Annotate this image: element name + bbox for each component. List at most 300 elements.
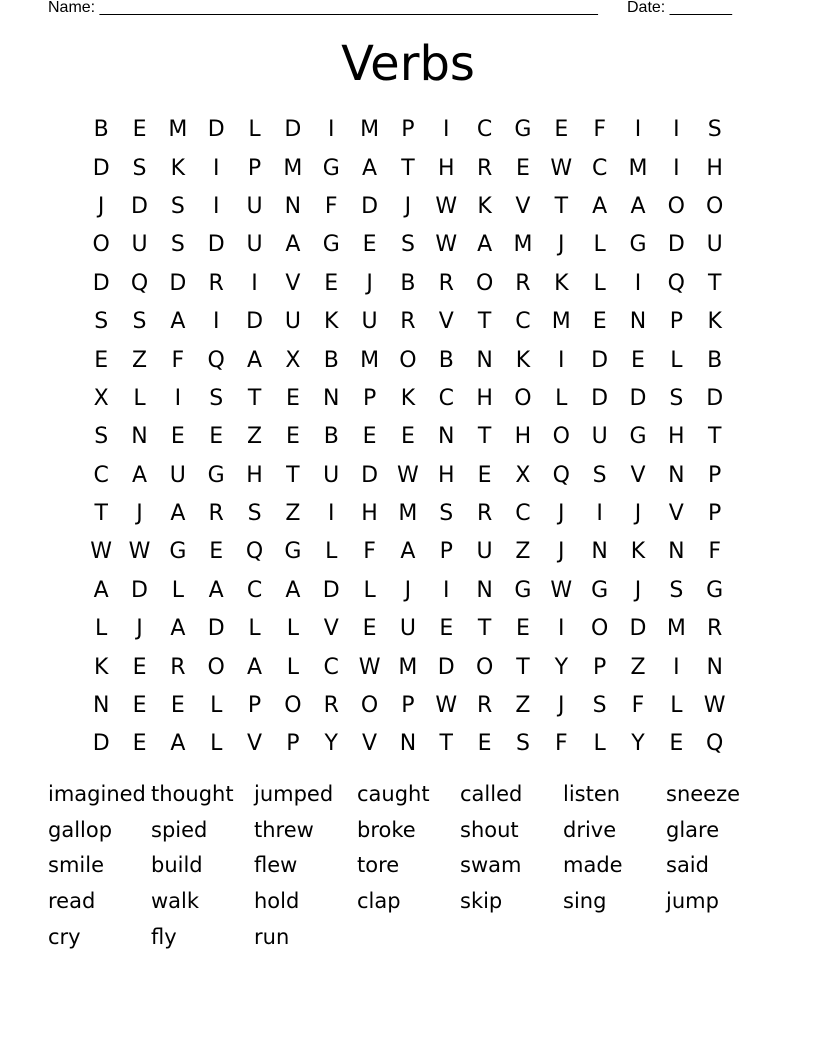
- grid-letter: G: [591, 577, 609, 603]
- grid-letter: V: [668, 501, 684, 527]
- grid-letter: I: [634, 117, 642, 143]
- grid-letter: S: [592, 693, 607, 719]
- grid-letter: E: [209, 424, 224, 450]
- word-bank-item: listen: [563, 782, 621, 806]
- grid-letter: P: [593, 654, 607, 680]
- grid-letter: E: [285, 385, 300, 411]
- grid-letter: J: [97, 193, 105, 219]
- grid-row: [82, 380, 734, 418]
- grid-letter: K: [93, 654, 109, 680]
- grid-letter: C: [515, 309, 531, 335]
- grid-letter: N: [92, 693, 110, 719]
- grid-letter: X: [515, 462, 531, 488]
- grid-letter: A: [630, 193, 646, 219]
- grid-letter: M: [666, 616, 686, 642]
- grid-letter: C: [323, 654, 339, 680]
- grid-letter: F: [708, 539, 721, 565]
- grid-letter: I: [673, 117, 680, 143]
- grid-letter: B: [323, 424, 339, 450]
- grid-letter: C: [93, 462, 109, 488]
- grid-letter: P: [439, 539, 453, 565]
- grid-letter: R: [515, 270, 531, 296]
- grid-letter: D: [92, 270, 110, 296]
- grid-letter: J: [404, 577, 412, 603]
- grid-letter: P: [708, 501, 722, 527]
- grid-letter: G: [706, 577, 724, 603]
- grid-letter: N: [476, 347, 493, 373]
- word-bank-item: tore: [357, 853, 400, 878]
- grid-row: [82, 149, 734, 187]
- word-bank-item: called: [460, 782, 523, 806]
- grid-letter: V: [285, 270, 301, 296]
- grid-letter: H: [437, 462, 455, 488]
- grid-letter: D: [591, 347, 609, 373]
- grid-letter: U: [284, 309, 301, 335]
- grid-letter: I: [212, 155, 220, 181]
- date-field-line: Date: _______: [627, 0, 732, 16]
- grid-letter: W: [358, 654, 381, 680]
- grid-letter: I: [327, 117, 335, 143]
- grid-letter: P: [247, 155, 262, 181]
- word-bank-item: hold: [254, 889, 300, 914]
- word-bank-item: made: [563, 853, 623, 878]
- grid-letter: J: [136, 501, 143, 527]
- grid-letter: K: [324, 309, 339, 335]
- grid-letter: D: [92, 731, 110, 757]
- grid-letter: N: [668, 539, 685, 565]
- grid-letter: P: [286, 731, 300, 757]
- grid-letter: V: [515, 193, 531, 219]
- grid-letter: A: [170, 501, 186, 527]
- grid-letter: L: [286, 654, 300, 680]
- grid-letter: P: [362, 385, 377, 411]
- grid-letter: A: [285, 232, 301, 258]
- grid-letter: M: [398, 654, 418, 680]
- grid-letter: I: [212, 193, 220, 219]
- grid-letter: I: [251, 270, 258, 296]
- word-bank-item: build: [151, 853, 203, 878]
- grid-letter: D: [361, 462, 379, 488]
- grid-letter: N: [399, 731, 417, 757]
- grid-letter: A: [208, 577, 224, 603]
- grid-letter: X: [93, 385, 109, 411]
- grid-letter: E: [132, 731, 147, 757]
- grid-letter: E: [516, 616, 530, 642]
- grid-letter: U: [246, 232, 263, 258]
- grid-letter: D: [207, 232, 225, 258]
- grid-letter: W: [397, 462, 419, 488]
- grid-letter: R: [438, 270, 454, 296]
- grid-letter: Z: [285, 501, 301, 527]
- grid-letter: T: [401, 155, 415, 181]
- grid-letter: K: [170, 155, 186, 181]
- grid-letter: O: [475, 270, 494, 296]
- grid-letter: D: [361, 193, 379, 219]
- grid-letter: H: [246, 462, 263, 488]
- grid-letter: G: [169, 539, 187, 565]
- grid-letter: O: [590, 616, 609, 642]
- grid-letter: D: [706, 385, 724, 411]
- grid-letter: A: [285, 577, 301, 603]
- grid-letter: R: [400, 309, 416, 335]
- grid-letter: G: [514, 117, 532, 143]
- grid-letter: I: [327, 501, 335, 527]
- word-bank-item: smile: [48, 853, 104, 878]
- grid-letter: J: [404, 193, 412, 219]
- grid-letter: D: [284, 117, 302, 143]
- grid-letter: C: [476, 117, 493, 143]
- grid-letter: T: [516, 654, 530, 680]
- grid-letter: T: [477, 424, 492, 450]
- grid-letter: O: [475, 654, 494, 680]
- grid-letter: U: [131, 232, 148, 258]
- grid-letter: E: [477, 731, 492, 757]
- grid-letter: E: [631, 347, 645, 373]
- grid-letter: Q: [130, 270, 149, 296]
- grid-letter: P: [401, 117, 415, 143]
- grid-letter: H: [514, 424, 532, 450]
- word-bank-item: sing: [563, 889, 607, 914]
- grid-letter: K: [554, 270, 569, 296]
- grid-letter: Q: [706, 731, 724, 757]
- grid-letter: E: [439, 616, 454, 642]
- grid-letter: A: [362, 155, 378, 181]
- word-bank-item: imagined: [48, 782, 146, 806]
- grid-row: [82, 265, 734, 303]
- grid-letter: A: [477, 232, 493, 258]
- grid-letter: Q: [207, 347, 225, 373]
- word-bank-item: broke: [357, 817, 416, 842]
- grid-letter: I: [673, 654, 680, 680]
- grid-letter: E: [400, 424, 415, 450]
- grid-letter: E: [516, 155, 530, 181]
- word-bank-item: skip: [460, 889, 503, 914]
- grid-row: [82, 303, 734, 341]
- grid-letter: W: [435, 693, 458, 719]
- grid-letter: C: [246, 577, 263, 603]
- grid-letter: J: [558, 539, 565, 565]
- grid-letter: X: [285, 347, 301, 373]
- grid-letter: J: [634, 501, 642, 527]
- grid-letter: E: [132, 693, 147, 719]
- grid-letter: V: [438, 309, 454, 335]
- grid-letter: L: [171, 577, 184, 603]
- grid-letter: S: [209, 385, 224, 411]
- grid-letter: P: [708, 462, 722, 488]
- word-bank-item: swam: [460, 853, 522, 878]
- grid-letter: E: [592, 309, 607, 335]
- word-bank-item: jump: [666, 889, 719, 914]
- grid-letter: V: [362, 731, 378, 757]
- grid-letter: W: [90, 539, 113, 565]
- grid-letter: U: [591, 424, 608, 450]
- grid-letter: Z: [247, 424, 263, 450]
- grid-letter: R: [476, 693, 493, 719]
- word-bank-item: thought: [151, 782, 234, 806]
- grid-letter: I: [174, 385, 182, 411]
- grid-letter: E: [362, 424, 377, 450]
- grid-letter: B: [707, 347, 723, 373]
- grid-letter: D: [322, 577, 340, 603]
- grid-letter: D: [92, 155, 110, 181]
- grid-letter: T: [286, 462, 300, 488]
- grid-letter: I: [443, 577, 450, 603]
- grid-letter: Z: [515, 693, 531, 719]
- letter-grid: [82, 111, 734, 764]
- grid-letter: P: [247, 693, 262, 719]
- grid-row: [82, 226, 734, 264]
- grid-letter: A: [93, 577, 109, 603]
- grid-letter: A: [170, 616, 186, 642]
- grid-letter: M: [628, 155, 648, 181]
- grid-letter: S: [400, 232, 415, 258]
- grid-letter: E: [170, 424, 185, 450]
- grid-letter: R: [208, 501, 224, 527]
- grid-letter: N: [323, 385, 340, 411]
- grid-row: [82, 457, 734, 495]
- grid-letter: N: [591, 539, 608, 565]
- grid-letter: J: [558, 501, 565, 527]
- grid-letter: H: [361, 501, 378, 527]
- grid-letter: A: [170, 309, 186, 335]
- grid-letter: J: [558, 693, 565, 719]
- grid-letter: D: [131, 193, 148, 219]
- grid-letter: S: [707, 117, 722, 143]
- grid-row: [82, 111, 734, 149]
- grid-letter: J: [634, 577, 642, 603]
- grid-letter: I: [596, 501, 603, 527]
- word-bank-item: spied: [151, 817, 208, 842]
- grid-letter: M: [551, 309, 571, 335]
- word-bank-item: clap: [357, 889, 401, 914]
- grid-letter: S: [94, 424, 109, 450]
- grid-row: [82, 533, 734, 571]
- grid-letter: B: [400, 270, 416, 296]
- grid-letter: D: [169, 270, 187, 296]
- grid-letter: K: [515, 347, 531, 373]
- grid-letter: S: [515, 731, 530, 757]
- grid-letter: O: [667, 193, 685, 219]
- grid-letter: Z: [630, 654, 646, 680]
- grid-letter: G: [322, 155, 340, 181]
- word-bank-item: caught: [357, 782, 430, 806]
- grid-letter: V: [630, 462, 646, 488]
- grid-letter: J: [558, 232, 565, 258]
- grid-letter: T: [477, 616, 492, 642]
- grid-letter: O: [284, 693, 302, 719]
- grid-letter: E: [324, 270, 339, 296]
- word-bank-item: drive: [563, 817, 617, 842]
- grid-letter: H: [668, 424, 685, 450]
- grid-letter: P: [401, 693, 415, 719]
- grid-letter: W: [435, 193, 458, 219]
- grid-letter: F: [593, 117, 606, 143]
- grid-letter: J: [366, 270, 373, 296]
- word-bank-item: fly: [151, 924, 177, 949]
- grid-letter: G: [629, 232, 647, 258]
- grid-row: [82, 725, 734, 763]
- grid-letter: M: [360, 117, 380, 143]
- grid-letter: L: [593, 232, 606, 258]
- grid-letter: M: [398, 501, 418, 527]
- grid-letter: S: [132, 309, 147, 335]
- grid-letter: W: [703, 693, 726, 719]
- grid-letter: E: [132, 654, 147, 680]
- grid-letter: D: [207, 117, 225, 143]
- grid-letter: M: [168, 117, 188, 143]
- grid-letter: N: [706, 654, 723, 680]
- grid-letter: O: [207, 654, 225, 680]
- grid-letter: R: [208, 270, 224, 296]
- grid-letter: Q: [667, 270, 685, 296]
- grid-letter: T: [94, 501, 108, 527]
- grid-letter: C: [438, 385, 454, 411]
- grid-letter: E: [669, 731, 684, 757]
- grid-letter: D: [667, 232, 685, 258]
- grid-letter: B: [93, 117, 109, 143]
- grid-letter: T: [477, 309, 492, 335]
- grid-letter: U: [399, 616, 416, 642]
- grid-row: [82, 495, 734, 533]
- grid-letter: G: [322, 232, 340, 258]
- grid-letter: T: [554, 193, 569, 219]
- word-bank-item: shout: [460, 817, 519, 842]
- grid-letter: S: [170, 193, 185, 219]
- grid-letter: E: [170, 693, 185, 719]
- grid-letter: L: [670, 347, 683, 373]
- grid-letter: D: [437, 654, 455, 680]
- grid-letter: K: [707, 309, 722, 335]
- grid-letter: G: [284, 539, 302, 565]
- grid-letter: U: [323, 462, 340, 488]
- grid-letter: K: [477, 193, 492, 219]
- grid-letter: W: [435, 232, 458, 258]
- grid-letter: D: [131, 577, 148, 603]
- grid-letter: L: [363, 577, 376, 603]
- grid-letter: E: [209, 539, 224, 565]
- grid-row: [82, 572, 734, 610]
- grid-letter: A: [247, 654, 263, 680]
- grid-letter: L: [286, 616, 300, 642]
- grid-row: [82, 648, 734, 686]
- grid-letter: L: [593, 270, 606, 296]
- grid-letter: H: [437, 155, 455, 181]
- grid-row: [82, 188, 734, 226]
- grid-letter: A: [247, 347, 263, 373]
- word-bank-item: flew: [254, 853, 298, 878]
- grid-letter: D: [246, 309, 264, 335]
- grid-letter: S: [439, 501, 454, 527]
- grid-letter: R: [707, 616, 723, 642]
- grid-letter: L: [248, 117, 261, 143]
- grid-letter: G: [629, 424, 647, 450]
- word-bank-item: said: [666, 853, 709, 878]
- grid-letter: W: [550, 577, 573, 603]
- word-bank-item: jumped: [254, 782, 334, 806]
- grid-letter: Z: [131, 347, 148, 373]
- grid-letter: O: [92, 232, 110, 258]
- word-bank-item: glare: [666, 817, 720, 842]
- grid-letter: Z: [515, 539, 531, 565]
- grid-letter: A: [131, 462, 148, 488]
- grid-letter: N: [284, 193, 302, 219]
- grid-letter: V: [323, 616, 339, 642]
- grid-letter: U: [476, 539, 493, 565]
- grid-letter: E: [477, 462, 492, 488]
- grid-letter: G: [514, 577, 532, 603]
- grid-letter: T: [707, 424, 722, 450]
- grid-letter: I: [558, 347, 565, 373]
- grid-letter: S: [592, 462, 607, 488]
- grid-letter: H: [476, 385, 493, 411]
- grid-letter: C: [515, 501, 531, 527]
- grid-letter: L: [133, 385, 146, 411]
- grid-letter: U: [706, 232, 723, 258]
- grid-letter: J: [136, 616, 143, 642]
- grid-letter: I: [443, 117, 450, 143]
- grid-letter: G: [207, 462, 225, 488]
- grid-letter: N: [131, 424, 148, 450]
- grid-letter: I: [673, 155, 680, 181]
- grid-letter: I: [634, 270, 642, 296]
- grid-letter: E: [554, 117, 569, 143]
- grid-letter: M: [360, 347, 380, 373]
- grid-letter: A: [400, 539, 416, 565]
- grid-letter: A: [170, 731, 186, 757]
- grid-letter: V: [247, 731, 263, 757]
- grid-letter: P: [669, 309, 683, 335]
- word-bank-item: walk: [151, 889, 200, 914]
- word-bank-item: read: [48, 889, 96, 914]
- grid-letter: L: [325, 539, 338, 565]
- grid-letter: U: [361, 309, 378, 335]
- grid-letter: M: [513, 232, 533, 258]
- grid-letter: N: [438, 424, 455, 450]
- grid-letter: E: [94, 347, 109, 373]
- grid-letter: L: [210, 693, 223, 719]
- grid-letter: Q: [245, 539, 264, 565]
- grid-letter: D: [629, 616, 647, 642]
- grid-row: [82, 341, 734, 379]
- grid-letter: L: [248, 616, 261, 642]
- grid-row: [82, 610, 734, 648]
- grid-letter: D: [207, 616, 225, 642]
- grid-letter: T: [439, 731, 453, 757]
- grid-letter: F: [554, 731, 568, 757]
- name-field-line: Name: ________________________________________________________: [48, 0, 598, 16]
- grid-row: [82, 687, 734, 725]
- grid-letter: T: [247, 385, 262, 411]
- grid-letter: E: [132, 117, 147, 143]
- grid-letter: N: [668, 462, 685, 488]
- grid-letter: S: [132, 155, 147, 181]
- grid-letter: F: [324, 193, 338, 219]
- grid-letter: L: [95, 616, 108, 642]
- grid-letter: S: [170, 232, 185, 258]
- grid-letter: N: [476, 577, 493, 603]
- grid-letter: T: [707, 270, 722, 296]
- grid-letter: U: [169, 462, 186, 488]
- grid-letter: W: [128, 539, 151, 565]
- word-bank-item: cry: [48, 924, 81, 949]
- word-bank-item: gallop: [48, 817, 113, 842]
- word-bank-item: sneeze: [666, 782, 741, 806]
- grid-letter: H: [706, 155, 723, 181]
- grid-letter: M: [283, 155, 303, 181]
- grid-letter: Y: [631, 731, 645, 757]
- grid-letter: S: [247, 501, 262, 527]
- grid-letter: E: [285, 424, 300, 450]
